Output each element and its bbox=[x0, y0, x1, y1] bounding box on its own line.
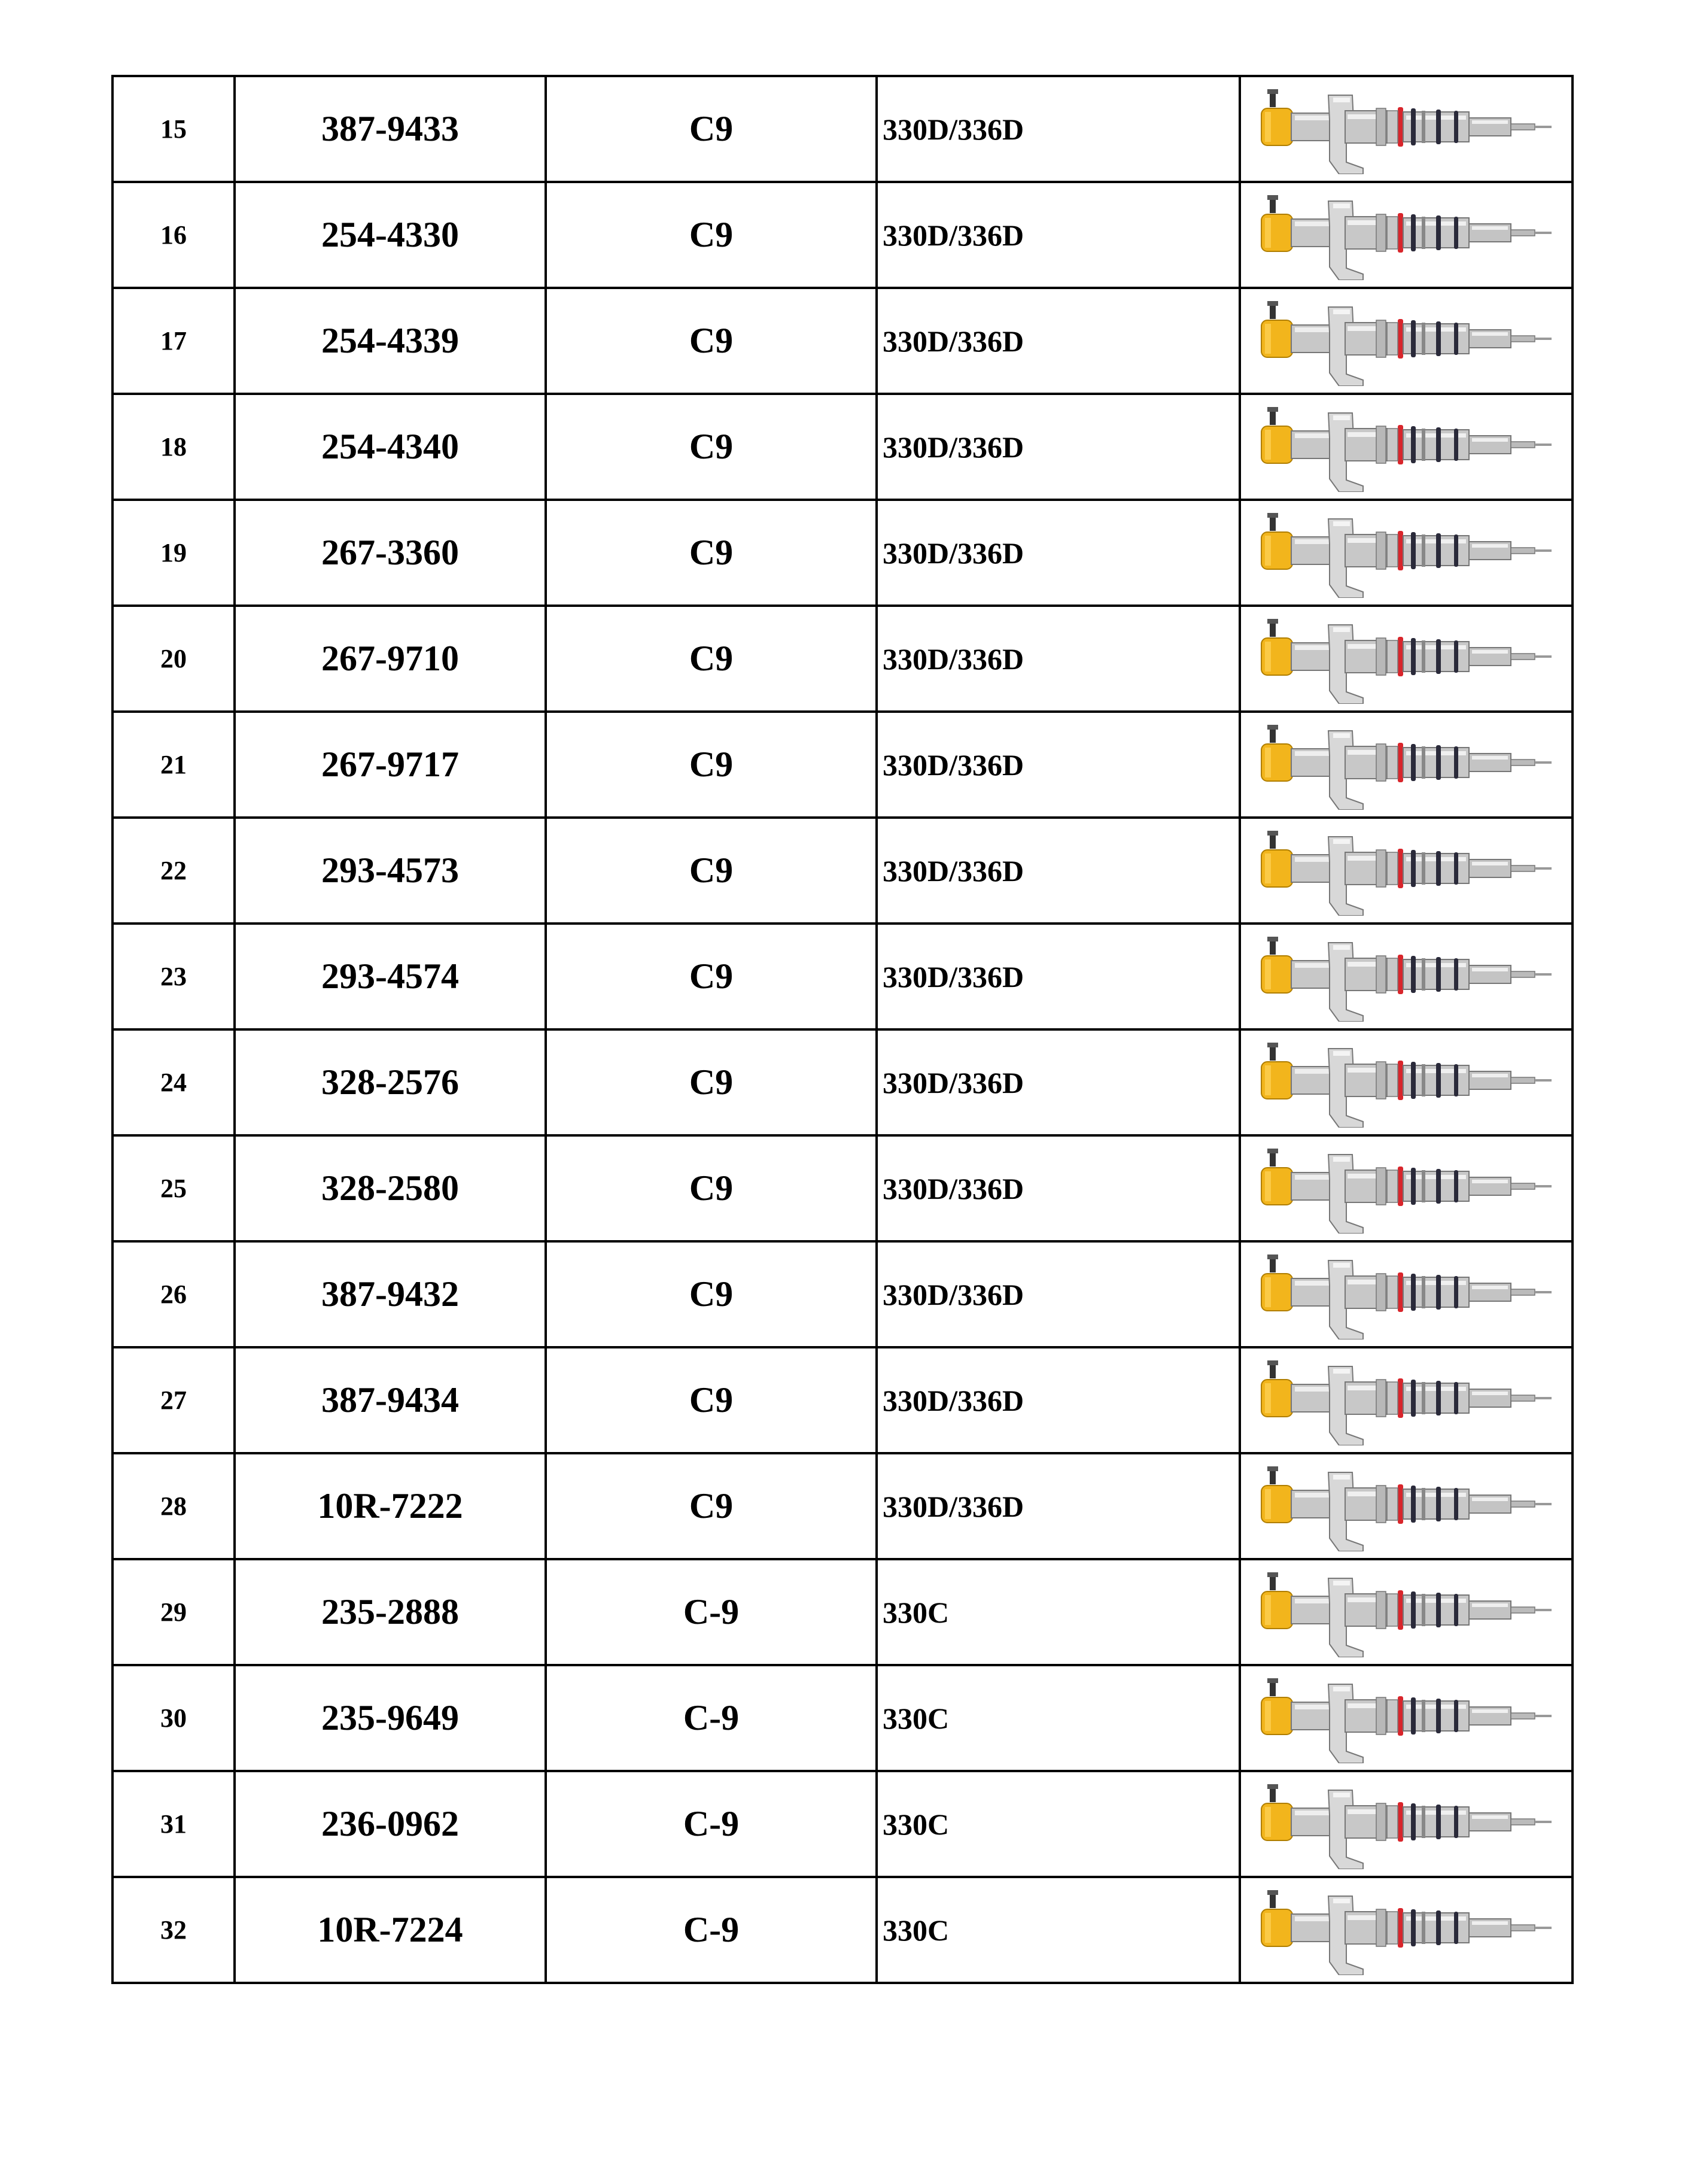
part-number: 235-9649 bbox=[235, 1665, 546, 1771]
table-row bbox=[112, 76, 1572, 182]
engine-model: C-9 bbox=[546, 1877, 877, 1983]
table-row bbox=[112, 606, 1572, 712]
table-body bbox=[112, 76, 1572, 1983]
injector-image-cell bbox=[1240, 1877, 1572, 1983]
table-row bbox=[112, 1877, 1572, 1983]
table-row bbox=[112, 818, 1572, 924]
row-number: 16 bbox=[112, 182, 235, 288]
fuel-injector-icon bbox=[1257, 1462, 1556, 1551]
row-number: 21 bbox=[112, 712, 235, 818]
injector-image-cell bbox=[1240, 1135, 1572, 1241]
table-row bbox=[112, 1771, 1572, 1877]
row-number: 24 bbox=[112, 1029, 235, 1135]
injector-image-cell bbox=[1240, 1241, 1572, 1347]
injector-image-cell bbox=[1240, 818, 1572, 924]
part-number: 328-2576 bbox=[235, 1029, 546, 1135]
engine-model: C9 bbox=[546, 500, 877, 606]
machine-model: 330D/336D bbox=[877, 394, 1240, 500]
part-number: 10R-7224 bbox=[235, 1877, 546, 1983]
part-number: 267-3360 bbox=[235, 500, 546, 606]
fuel-injector-icon bbox=[1257, 932, 1556, 1022]
row-number: 28 bbox=[112, 1453, 235, 1559]
engine-model: C-9 bbox=[546, 1771, 877, 1877]
part-number: 387-9434 bbox=[235, 1347, 546, 1453]
machine-model: 330C bbox=[877, 1771, 1240, 1877]
row-number: 32 bbox=[112, 1877, 235, 1983]
injector-image-cell bbox=[1240, 76, 1572, 182]
engine-model: C9 bbox=[546, 394, 877, 500]
injector-parts-table bbox=[111, 75, 1574, 1984]
engine-model: C-9 bbox=[546, 1559, 877, 1665]
engine-model: C9 bbox=[546, 1347, 877, 1453]
engine-model: C9 bbox=[546, 818, 877, 924]
fuel-injector-icon bbox=[1257, 84, 1556, 174]
machine-model: 330C bbox=[877, 1665, 1240, 1771]
injector-image-cell bbox=[1240, 500, 1572, 606]
machine-model: 330D/336D bbox=[877, 1347, 1240, 1453]
part-number: 254-4340 bbox=[235, 394, 546, 500]
row-number: 20 bbox=[112, 606, 235, 712]
fuel-injector-icon bbox=[1257, 1568, 1556, 1657]
machine-model: 330D/336D bbox=[877, 1029, 1240, 1135]
machine-model: 330D/336D bbox=[877, 500, 1240, 606]
part-number: 236-0962 bbox=[235, 1771, 546, 1877]
table-row bbox=[112, 1135, 1572, 1241]
part-number: 328-2580 bbox=[235, 1135, 546, 1241]
machine-model: 330D/336D bbox=[877, 712, 1240, 818]
row-number: 17 bbox=[112, 288, 235, 394]
injector-image-cell bbox=[1240, 288, 1572, 394]
fuel-injector-icon bbox=[1257, 296, 1556, 386]
table-row bbox=[112, 1029, 1572, 1135]
part-number: 254-4330 bbox=[235, 182, 546, 288]
machine-model: 330D/336D bbox=[877, 76, 1240, 182]
fuel-injector-icon bbox=[1257, 826, 1556, 916]
row-number: 23 bbox=[112, 924, 235, 1029]
machine-model: 330D/336D bbox=[877, 1241, 1240, 1347]
fuel-injector-icon bbox=[1257, 190, 1556, 280]
injector-image-cell bbox=[1240, 1453, 1572, 1559]
injector-image-cell bbox=[1240, 394, 1572, 500]
engine-model: C9 bbox=[546, 1029, 877, 1135]
table-row bbox=[112, 712, 1572, 818]
injector-image-cell bbox=[1240, 924, 1572, 1029]
table-row bbox=[112, 288, 1572, 394]
injector-image-cell bbox=[1240, 712, 1572, 818]
engine-model: C9 bbox=[546, 1453, 877, 1559]
engine-model: C9 bbox=[546, 606, 877, 712]
machine-model: 330D/336D bbox=[877, 924, 1240, 1029]
injector-image-cell bbox=[1240, 1771, 1572, 1877]
fuel-injector-icon bbox=[1257, 1885, 1556, 1975]
row-number: 25 bbox=[112, 1135, 235, 1241]
part-number: 254-4339 bbox=[235, 288, 546, 394]
table-row bbox=[112, 182, 1572, 288]
machine-model: 330D/336D bbox=[877, 606, 1240, 712]
machine-model: 330D/336D bbox=[877, 818, 1240, 924]
row-number: 19 bbox=[112, 500, 235, 606]
row-number: 30 bbox=[112, 1665, 235, 1771]
machine-model: 330C bbox=[877, 1559, 1240, 1665]
table-row bbox=[112, 500, 1572, 606]
engine-model: C9 bbox=[546, 76, 877, 182]
part-number: 267-9710 bbox=[235, 606, 546, 712]
fuel-injector-icon bbox=[1257, 1038, 1556, 1128]
engine-model: C-9 bbox=[546, 1665, 877, 1771]
table-row bbox=[112, 1665, 1572, 1771]
injector-image-cell bbox=[1240, 1029, 1572, 1135]
table-row bbox=[112, 394, 1572, 500]
fuel-injector-icon bbox=[1257, 1144, 1556, 1234]
row-number: 18 bbox=[112, 394, 235, 500]
fuel-injector-icon bbox=[1257, 508, 1556, 598]
part-number: 387-9432 bbox=[235, 1241, 546, 1347]
row-number: 27 bbox=[112, 1347, 235, 1453]
part-number: 387-9433 bbox=[235, 76, 546, 182]
engine-model: C9 bbox=[546, 1135, 877, 1241]
engine-model: C9 bbox=[546, 1241, 877, 1347]
part-number: 293-4574 bbox=[235, 924, 546, 1029]
engine-model: C9 bbox=[546, 712, 877, 818]
machine-model: 330D/336D bbox=[877, 182, 1240, 288]
fuel-injector-icon bbox=[1257, 1250, 1556, 1339]
table-row bbox=[112, 1559, 1572, 1665]
engine-model: C9 bbox=[546, 182, 877, 288]
engine-model: C9 bbox=[546, 288, 877, 394]
injector-image-cell bbox=[1240, 182, 1572, 288]
part-number: 267-9717 bbox=[235, 712, 546, 818]
injector-image-cell bbox=[1240, 606, 1572, 712]
injector-image-cell bbox=[1240, 1665, 1572, 1771]
fuel-injector-icon bbox=[1257, 1673, 1556, 1763]
injector-image-cell bbox=[1240, 1559, 1572, 1665]
machine-model: 330D/336D bbox=[877, 1135, 1240, 1241]
table-row bbox=[112, 924, 1572, 1029]
fuel-injector-icon bbox=[1257, 1356, 1556, 1445]
table-row bbox=[112, 1241, 1572, 1347]
row-number: 15 bbox=[112, 76, 235, 182]
machine-model: 330D/336D bbox=[877, 1453, 1240, 1559]
engine-model: C9 bbox=[546, 924, 877, 1029]
row-number: 29 bbox=[112, 1559, 235, 1665]
fuel-injector-icon bbox=[1257, 402, 1556, 492]
fuel-injector-icon bbox=[1257, 720, 1556, 810]
machine-model: 330C bbox=[877, 1877, 1240, 1983]
fuel-injector-icon bbox=[1257, 1779, 1556, 1869]
fuel-injector-icon bbox=[1257, 614, 1556, 704]
machine-model: 330D/336D bbox=[877, 288, 1240, 394]
row-number: 22 bbox=[112, 818, 235, 924]
table-row bbox=[112, 1347, 1572, 1453]
row-number: 31 bbox=[112, 1771, 235, 1877]
table-row bbox=[112, 1453, 1572, 1559]
part-number: 293-4573 bbox=[235, 818, 546, 924]
row-number: 26 bbox=[112, 1241, 235, 1347]
injector-image-cell bbox=[1240, 1347, 1572, 1453]
part-number: 235-2888 bbox=[235, 1559, 546, 1665]
part-number: 10R-7222 bbox=[235, 1453, 546, 1559]
